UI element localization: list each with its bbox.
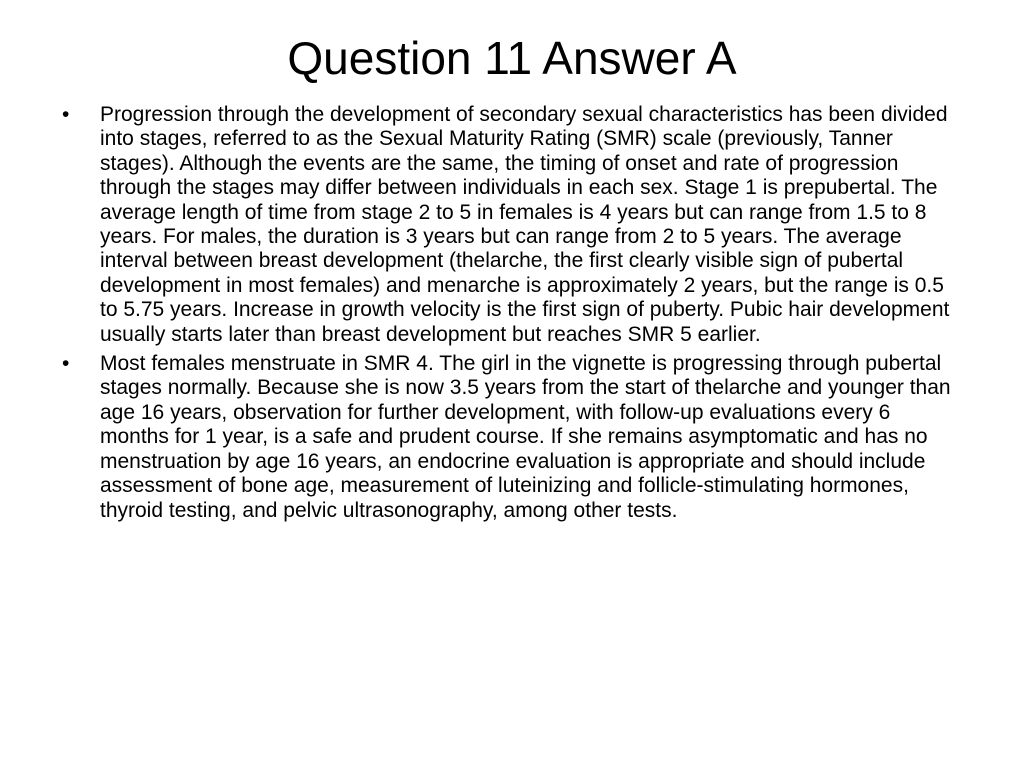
bullet-item-1 [62, 103, 962, 347]
bullet-list [62, 103, 962, 528]
bullet-text-1: Progression through the development of secondary sexual characteristics has been divided into stages, referred to as the Sexual Maturity Rating (SMR) scale (previously, Tanner stages). Although the events are the same, the timing of onset and rate of progression through the stages may differ between individuals in each sex. Stage 1 is prepubertal. The average length of time from stage 2 to 5 in females is 4 years but can range from 1.5 to 8 years. For males, the duration is 3 years but can range from 2 to 5 years. The average interval between breast development (thelarche, the first clearly visible sign of pubertal development in most females) and menarche is approximately 2 years, but the range is 0.5 to 5.75 years. Increase in growth velocity is the first sign of puberty. Pubic hair development usually starts later than breast development but reaches SMR 5 earlier. [100, 103, 950, 346]
bullet-dot-icon: • [62, 103, 70, 126]
bullet-dot-icon: • [62, 352, 70, 376]
bullet-item-2 [62, 352, 962, 523]
slide-title: Question 11 Answer A [287, 32, 737, 84]
bullet-text-2: Most females menstruate in SMR 4. The girl in the vignette is progressing through pubertal stages normally. Because she is now 3.5 years from the start of thelarche and younger than age 16 years, observation for further development, with follow-up evaluations every 6 months for 1 year, is a safe and prudent course. If she remains asymptomatic and has no menstruation by age 16 years, an endocrine evaluation is appropriate and should include assessment of bone age, measurement of luteinizing and follicle-stimulating hormones, thyroid testing, and pelvic ultrasonography, among other tests. [100, 352, 951, 522]
